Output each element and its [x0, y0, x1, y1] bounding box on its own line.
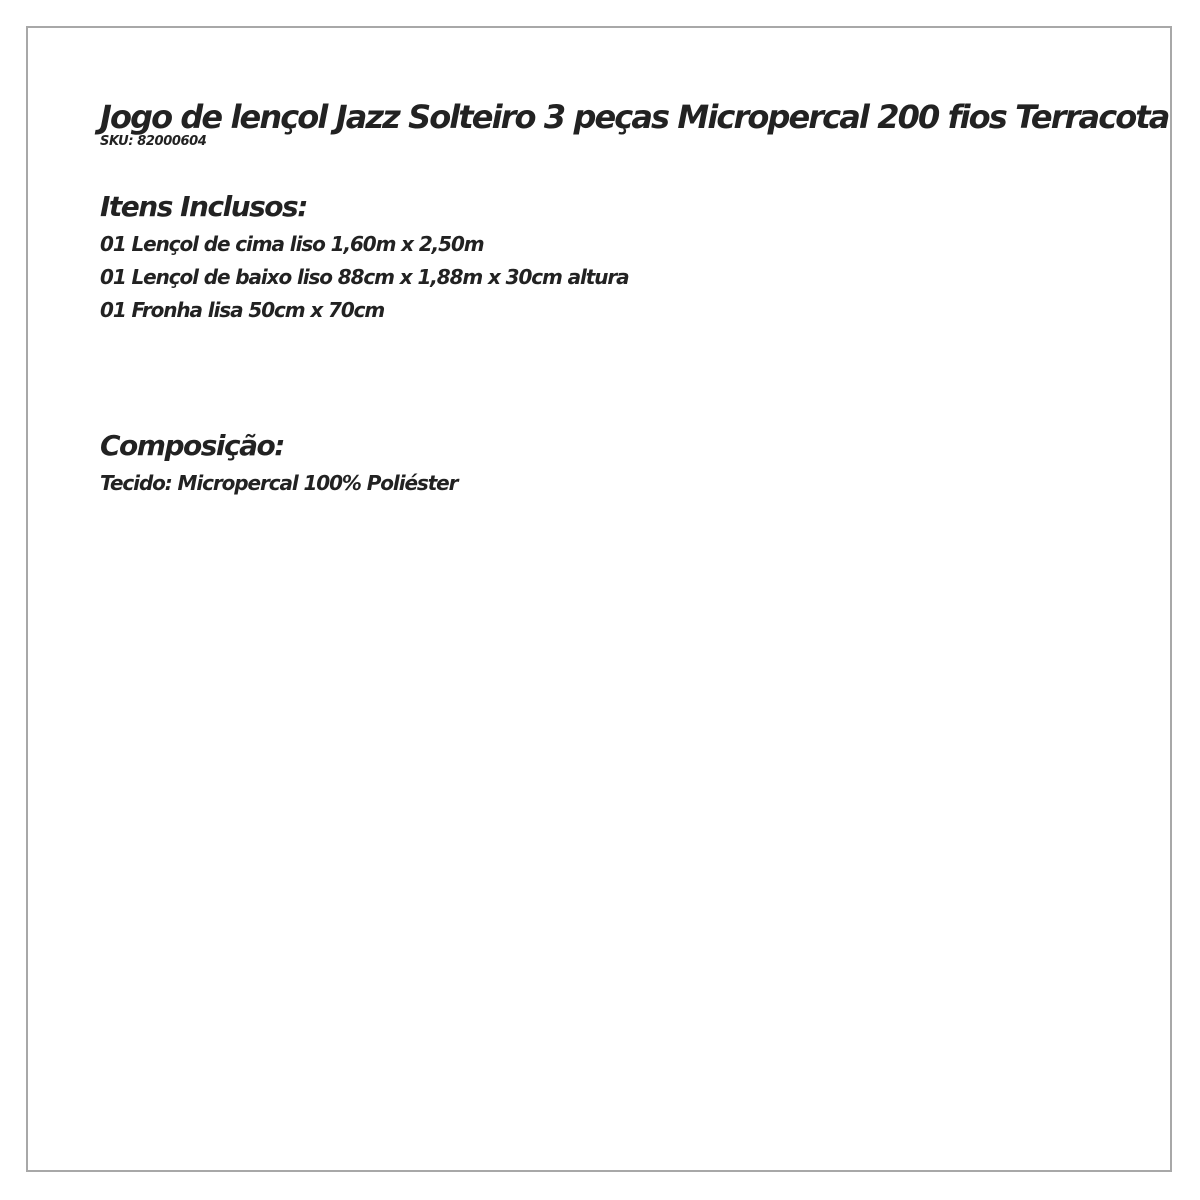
included-item: 01 Lençol de cima liso 1,60m x 2,50m	[100, 232, 484, 256]
product-title: Jogo de lençol Jazz Solteiro 3 peças Micropercal 200 fios Terracota	[100, 98, 1169, 136]
included-items-list	[100, 228, 1170, 327]
composition-text: Tecido: Micropercal 100% Poliéster	[100, 471, 458, 495]
product-sheet	[26, 26, 1172, 1172]
product-content	[100, 94, 1170, 500]
product-sku: SKU: 82000604	[100, 134, 207, 149]
composition-heading: Composição:	[100, 429, 284, 462]
included-item: 01 Lençol de baixo liso 88cm x 1,88m x 30cm altura	[100, 265, 629, 289]
included-item: 01 Fronha lisa 50cm x 70cm	[100, 298, 385, 322]
included-items-heading: Itens Inclusos:	[100, 190, 307, 223]
